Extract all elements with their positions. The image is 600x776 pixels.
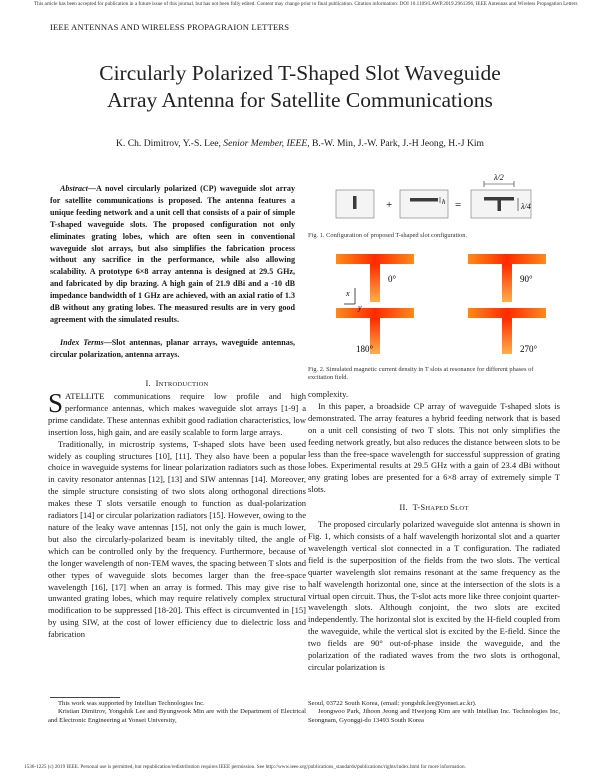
index-terms [50,337,295,361]
title-line-1: Circularly Polarized T-Shaped Slot Waveguide [99,61,501,85]
phase-label-90: 90° [520,274,533,284]
index-terms-text: —Slot antennas, planar arrays, waveguide antennas, circular polarization, antenna arrays. [50,338,295,359]
author-list [30,138,570,149]
title-line-2: Array Antenna for Satellite Communications [107,88,493,112]
fig1-slot-vertical-panel [336,190,374,218]
section-heading-introduction: I. INTRODUCTION [145,378,209,388]
drop-cap: S [48,388,64,418]
axis-y-label: y [358,303,362,312]
fig1-plus: + [386,199,393,211]
abstract-text: —A novel circularly polarized (CP) waveguide slot array for satellite communications is proposed. The antenna features a unique feeding network and a unit cell that consists of a pair of simple T-shaped waveguide slots. The proposed configuration not only eliminates grating lobes, which are often seen in conventional waveguide slot arrays, but also simplifies the fabrication process without any sacrifice in the performance, while also allowing scalability. A prototype 6×8 array antenna is designed at 29.5 GHz, and fabricated by dip brazing. A high gain of 21.9 dBi and a -10 dB impedance bandwidth of 1 GHz are achieved, with an axial ratio of 1.3 dB without any grating lobes. The measured results are in very good agreement with the simulated results. [50,184,295,324]
fig1-slot-horizontal-panel [400,190,448,218]
authors-part1: K. Ch. Dimitrov, Y.-S. Lee, [115,138,224,149]
footnote-funding: This work was supported by Intellian Technologies Inc. [58,700,205,707]
preprint-notice: This article has been accepted for publication in a future issue of this journal, but has not been fully edited. Content may change prior to final publication. Citation information: DOI 10.1109/LAWP.2019.2961396, IEEE Antennas and Wireless Propagation Letters [34,1,578,7]
authors-membership: Senior Member, IEEE, [223,138,310,149]
introduction-body [48,388,306,641]
intro-paragraph-2: Traditionally, in microstrip systems, T-shaped slots have been used widely as coupling structures [10], [11]. They also have been a popular choice in waveguide systems for linear polarization radiators such as those in cavity resonator antennas [12], [13] and SIW antennas [14]. Moreover, the simple structure consisting of two slots along orthogonal directions makes these T slots versatile enough to function as dual-polarization radiators [14] or circular polarization radiators [15]. However, owing to the nature of the leaky wave antennas [15], not only the gain is much lower, but also the circularly-polarized beam is inevitably tilted, the angle of which can be controlled only by the frequency. Furthermore, because of the longer wavelength of non-TEM waves, the spacing between T slots and other types of waveguide slots becomes larger than the free-space wavelength [16], [17] when an array is formed. This may give rise to unwanted grating lobes, which may require relatively complex structural modification to be suppressed [18-20]. This effect is circumvented in [15] by using SIW, at the cost of lower efficiency due to dielectric loss and fabrication [48,438,306,640]
axis-x-label: x [346,289,350,298]
intro-paragraph-1: SATELLITE communications require low profile and high performance antennas, which makes waveguide slot arrays [1-9] a prime candidate. These antennas exhibit good radiation characteristics, low insertion loss, high gain, and are easily scalable to form large arrays. [48,388,306,437]
section-heading-t-shaped-slot: II. T-SHAPED SLOT [399,502,469,513]
footnote-affiliation-1: Kristian Dimitrov, Yongshik Lee and Byungwook Min are with the Department of Electrical and Electronic Engineering at Yonsei University, [48,708,306,724]
vertical-slot [353,196,357,209]
fig1-label-h: h [442,198,446,206]
phase-label-0: 0° [388,274,397,284]
abstract [50,183,295,326]
t-slot-phase-90 [468,254,546,302]
t-slot-phase-180 [336,308,414,354]
index-terms-label: Index Terms [60,338,104,347]
footnote-rule [50,697,120,698]
right-paragraph-3: In this paper, a broadside CP array of waveguide T-shaped slots is demonstrated. The array features a hybrid feeding network that is based on a unit cell consisting of two T slots. This not only simplifies the feeding network greatly, but also reduces the distance between slots to be less than the free-space wavelength for successful suppression of grating lobes. Experimental results at 29.5 GHz with a gain of 23.4 dBi without any grating lobes are presented for a 6×8 array of extremely simple T slots. [308,400,560,495]
right-column-body [308,389,560,674]
phase-label-270: 270° [520,344,538,354]
figure-1-caption: Fig. 1. Configuration of proposed T-shaped slot configuration. [308,232,468,239]
figure-1 [308,170,573,230]
horizontal-slot [410,198,438,202]
fig1-equals: = [455,199,462,211]
right-paragraph-continued: complexity. [308,389,349,399]
abstract-label: Abstract [60,184,88,193]
footnote-left [48,700,306,725]
t-slot-vertical [498,197,502,211]
fig1-label-lambda4: λ/4 [521,202,531,211]
paper-title [30,60,570,114]
copyright-line: 1536-1225 (c) 2019 IEEE. Personal use is permitted, but republication/redistribution requires IEEE permission. See http://www.ieee.org/publications_standards/publications/rights/index.html for more information. [24,764,466,770]
footnote-right [308,700,560,725]
footnote-address: Seoul, 03722 South Korea, (email: yongshik.lee@yonsei.ac.kr). [308,700,477,707]
figure-2 [308,248,568,362]
fig1-label-lambda2: λ/2 [494,173,504,182]
right-paragraph-4: The proposed circularly polarized waveguide slot antenna is shown in Fig. 1, which consists of a half wavelength horizontal slot and a quarter wavelength vertical slot connected in a T configuration. The radiated field is the superposition of the fields from the two slots. The vertical quarter wavelength slot remains resonant at the same frequency as the half wavelength horizontal one, since at the intersection of the slots is a virtual open circuit. Thus, the T-slot acts more like three conjoint quarter-wavelength slots. Although conjoint, the two slots are excited independently. The horizontal slot is excited by the H-field coupled from the waveguide, while the vertical slot is excited by the E-field. Since the two fields are 90° out-of-phase inside the waveguide, and the polarization of the radiated waves from the two slots is orthogonal, circular polarization is [308,519,560,672]
phase-label-180: 180° [356,344,374,354]
fig1-t-slot-panel [471,173,531,218]
figure-2-caption: Fig. 2. Simulated magnetic current density in T slots at resonance for different phases of excitation field. [308,366,534,382]
journal-header: IEEE ANTENNAS AND WIRELESS PROPAGRAION LETTERS [50,22,290,32]
authors-part2: B.-W. Min, J.-W. Park, J.-H Jeong, H.-J Kim [309,138,484,149]
footnote-affiliation-2: Jeongwoo Park, Jihoon Jeong and Hwejong Kim are with Intellian Inc. Technologies Inc, Seongnam, Gyonggi-do 13493 South Korea [308,708,560,724]
